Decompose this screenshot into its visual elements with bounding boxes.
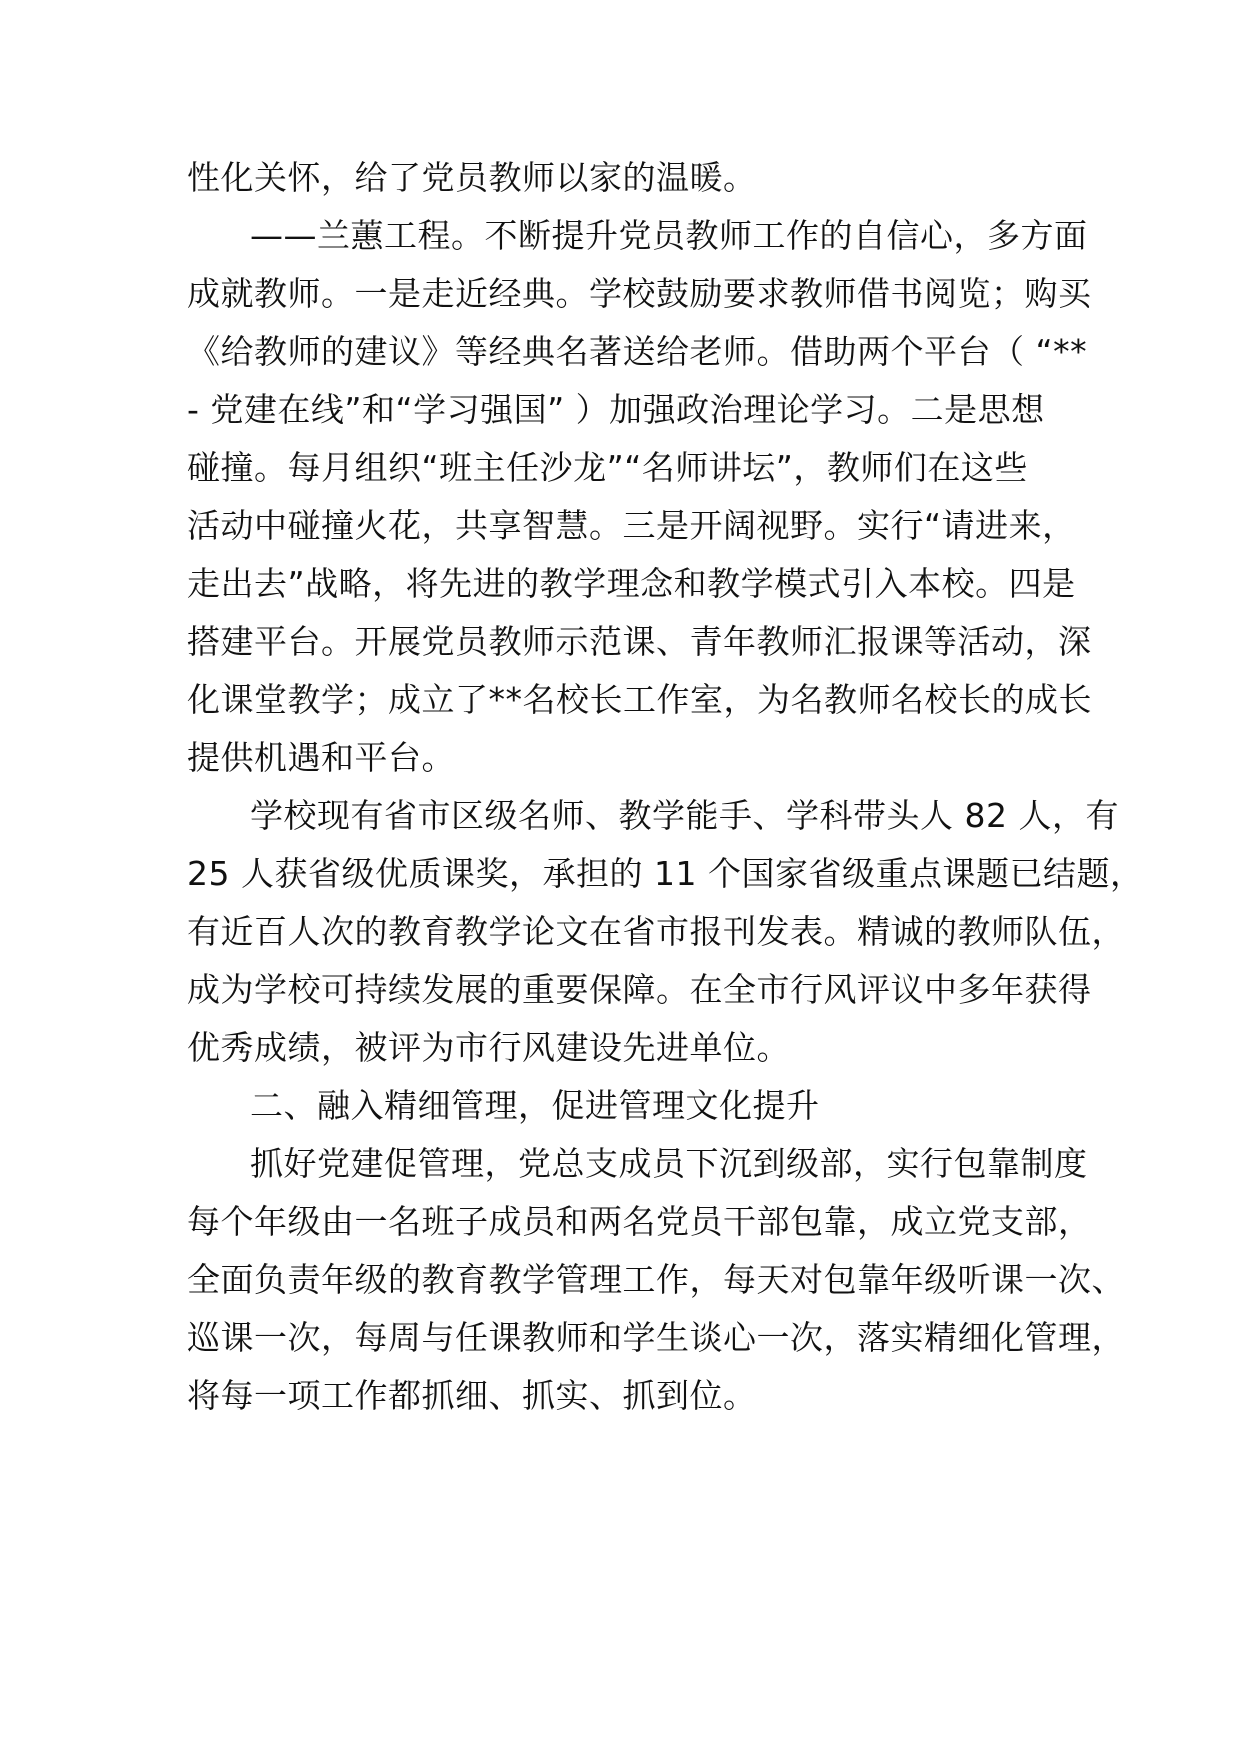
text-line: 抓好党建促管理，党总支成员下沉到级部，实行包靠制度 (250, 1144, 1088, 1183)
text-line: 活动中碰撞火花，共享智慧。三是开阔视野。实行“请进来， (187, 506, 1076, 545)
text-line: 巡课一次，每周与任课教师和学生谈心一次，落实精细化管理， (187, 1318, 1125, 1357)
text-line: - 党建在线”和“学习强国” ）加强政治理论学习。二是思想 (187, 390, 1045, 429)
text-line: 有近百人次的教育教学论文在省市报刊发表。精诚的教师队伍， (187, 912, 1125, 951)
text-line: 碰撞。每月组织“班主任沙龙”“名师讲坛”，教师们在这些 (187, 448, 1028, 487)
text-line: 全面负责年级的教育教学管理工作，每天对包靠年级听课一次、 (187, 1260, 1125, 1299)
text-line: 25 人获省级优质课奖，承担的 11 个国家省级重点课题已结题， (187, 854, 1144, 893)
text-line: 性化关怀，给了党员教师以家的温暖。 (187, 158, 757, 197)
text-line: 每个年级由一名班子成员和两名党员干部包靠，成立党支部， (187, 1202, 1092, 1241)
text-line: 走出去”战略，将先进的教学理念和教学模式引入本校。四是 (187, 564, 1076, 603)
text-line: 化课堂教学；成立了**名校长工作室，为名教师名校长的成长 (187, 680, 1092, 719)
text-line: 将每一项工作都抓细、抓实、抓到位。 (187, 1376, 757, 1415)
text-line: 学校现有省市区级名师、教学能手、学科带头人 82 人，有 (250, 796, 1119, 835)
text-line: 成就教师。一是走近经典。学校鼓励要求教师借书阅览；购买 (187, 274, 1092, 313)
text-line: 优秀成绩，被评为市行风建设先进单位。 (187, 1028, 790, 1067)
text-line: 搭建平台。开展党员教师示范课、青年教师汇报课等活动，深 (187, 622, 1092, 661)
section-heading: 二、融入精细管理，促进管理文化提升 (250, 1086, 820, 1125)
text-line: ——兰蕙工程。不断提升党员教师工作的自信心，多方面 (250, 216, 1088, 255)
text-line: 《给教师的建议》等经典名著送给老师。借助两个平台（ “** (187, 332, 1088, 371)
text-line: 提供机遇和平台。 (187, 738, 455, 777)
text-line: 成为学校可持续发展的重要保障。在全市行风评议中多年获得 (187, 970, 1092, 1009)
